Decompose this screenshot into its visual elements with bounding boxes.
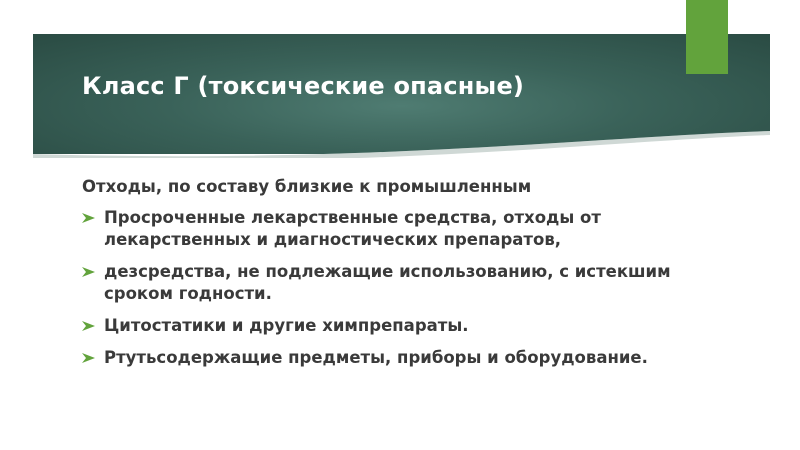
accent-bar (686, 0, 728, 74)
arrowhead-bullet-icon (82, 353, 95, 363)
bullet-text: дезсредства, не подлежащие использованию, с истекшим сроком годности. (104, 262, 671, 303)
bullet-list (82, 207, 722, 369)
arrowhead-bullet-icon (82, 213, 95, 223)
slide-title: Класс Г (токсические опасные) (82, 72, 525, 100)
arrowhead-bullet-icon (82, 267, 95, 277)
bullet-text: Цитостатики и другие химпрепараты. (104, 316, 469, 335)
bullet-text: Просроченные лекарственные средства, отходы от лекарственных и диагностических препаратов, (104, 208, 601, 249)
bullet-text: Ртутьсодержащие предметы, приборы и оборудование. (104, 348, 648, 367)
slide-content (82, 176, 722, 379)
bullet-item (82, 347, 722, 369)
bullet-item (82, 261, 722, 305)
bullet-item (82, 315, 722, 337)
intro-text: Отходы, по составу близкие к промышленным (82, 177, 532, 196)
bullet-item (82, 207, 722, 251)
arrowhead-bullet-icon (82, 321, 95, 331)
